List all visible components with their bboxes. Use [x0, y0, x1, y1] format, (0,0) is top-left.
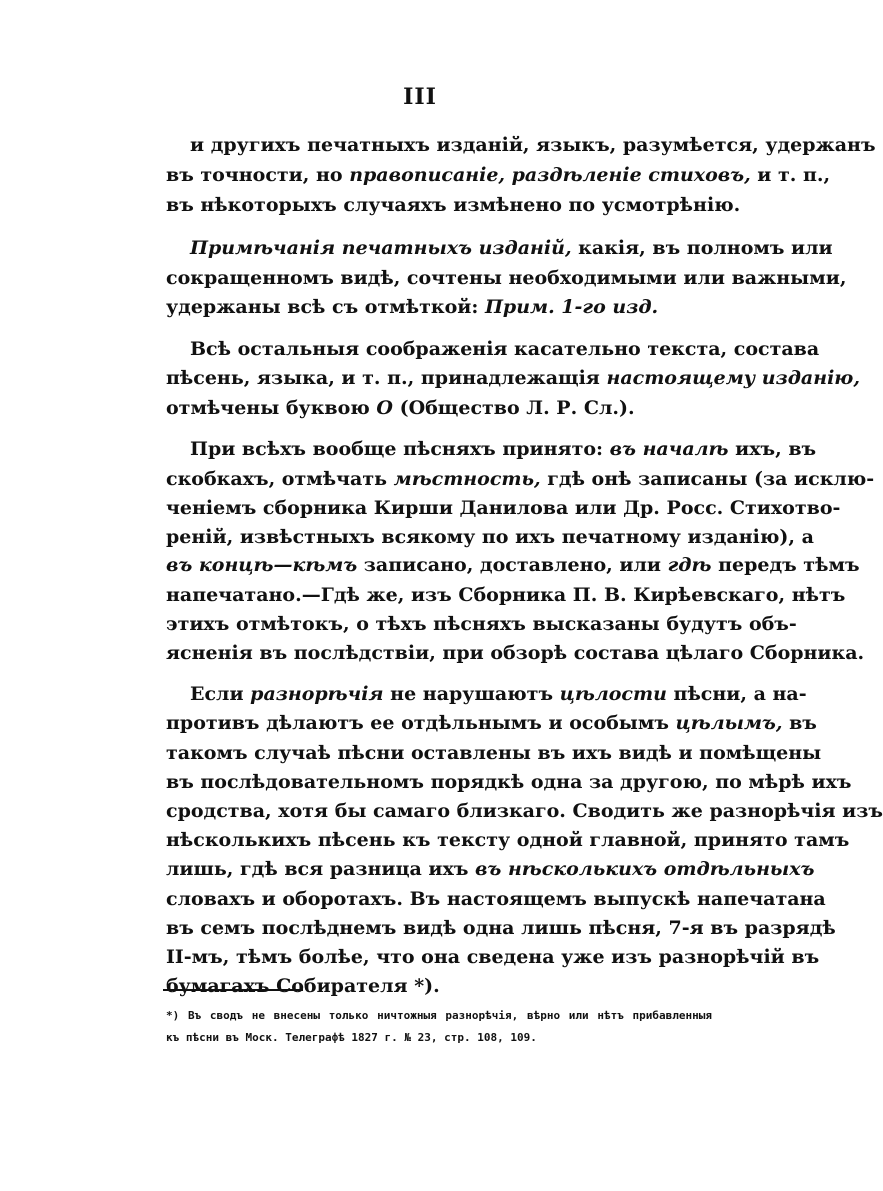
- text-line: [166, 825, 850, 855]
- text-line: [166, 638, 865, 668]
- text-segment: реній, извѣстныхъ всякому по ихъ печатному изданію), а: [166, 526, 814, 548]
- text-line: [166, 522, 814, 552]
- text-segment: противъ дѣлаютъ ее отдѣльнымъ и особымъ: [166, 712, 676, 734]
- text-line: [190, 130, 876, 160]
- footnote-line: *) Въ сводъ не внесены только ничтожныя разнорѣчія, вѣрно или нѣтъ прибавленныя: [166, 1009, 712, 1022]
- text-segment: сокращенномъ видѣ, сочтены необходимыми или важными,: [166, 267, 847, 289]
- italic-text: гдѣ: [667, 554, 712, 576]
- italic-text: Прим. 1-го изд.: [484, 296, 659, 318]
- text-line: [166, 393, 714, 423]
- text-segment: словахъ и оборотахъ. Въ настоящемъ выпускѣ напечатана: [166, 888, 826, 910]
- text-segment: Если: [190, 683, 251, 705]
- text-line: [166, 292, 714, 322]
- italic-text: Примѣчанія печатныхъ изданій,: [190, 237, 572, 259]
- text-line: [166, 464, 875, 494]
- text-line: [166, 708, 817, 738]
- text-segment: и другихъ печатныхъ изданій, языкъ, разумѣется, удержанъ: [190, 134, 876, 156]
- text-segment: не нарушаютъ: [383, 683, 560, 705]
- text-segment: сродства, хотя бы самаго близкаго. Сводить же разнорѣчія изъ: [166, 800, 883, 822]
- text-segment: передъ тѣмъ: [711, 554, 860, 576]
- text-segment: въ семъ послѣднемъ видѣ одна лишь пѣсня, 7-я въ разрядѣ: [166, 917, 836, 939]
- page-number: III: [403, 84, 437, 110]
- text-segment: напечатано.—Гдѣ же, изъ Сборника П. В. Кирѣевскаго, нѣтъ: [166, 584, 846, 606]
- italic-text: цѣлости: [559, 683, 667, 705]
- italic-text: настоящему изданію,: [606, 367, 860, 389]
- italic-text: цѣлымъ,: [675, 712, 783, 734]
- text-line: [190, 434, 817, 464]
- text-line: [166, 550, 860, 580]
- italic-text: въ нѣсколькихъ отдѣльныхъ: [475, 858, 815, 880]
- text-line: [190, 233, 833, 263]
- text-segment: нѣсколькихъ пѣсень къ тексту одной главной, принято тамъ: [166, 829, 850, 851]
- italic-text: мѣстность,: [393, 468, 541, 490]
- text-segment: пѣсни, а на-: [666, 683, 807, 705]
- text-line: [166, 913, 836, 943]
- text-segment: II-мъ, тѣмъ болѣе, что она сведена уже изъ разнорѣчій въ: [166, 946, 820, 968]
- text-segment: отмѣчены буквою: [166, 397, 377, 419]
- text-segment: въ нѣкоторыхъ случаяхъ измѣнено по усмотрѣнію.: [166, 194, 741, 216]
- text-segment: этихъ отмѣтокъ, о тѣхъ пѣсняхъ высказаны будутъ объ-: [166, 613, 797, 635]
- text-segment: лишь, гдѣ вся разница ихъ: [166, 858, 476, 880]
- text-segment: какія, въ полномъ или: [571, 237, 833, 259]
- text-line: [190, 679, 807, 709]
- text-segment: При всѣхъ вообще пѣсняхъ принято:: [190, 438, 610, 460]
- text-segment: Всѣ остальныя соображенія касательно текста, состава: [190, 338, 820, 360]
- text-segment: въ точности, но: [166, 164, 350, 186]
- text-line: [166, 493, 841, 523]
- text-segment: въ: [782, 712, 817, 734]
- text-line: [166, 942, 820, 972]
- italic-text: разнорѣчія: [250, 683, 384, 705]
- text-segment: пѣсень, языка, и т. п., принадлежащія: [166, 367, 607, 389]
- italic-text: правописаніе, раздѣленіе стиховъ,: [349, 164, 751, 186]
- italic-text: О: [376, 397, 393, 419]
- text-line: [166, 738, 822, 768]
- text-segment: ихъ, въ: [728, 438, 817, 460]
- italic-text: въ концѣ—кѣмъ: [166, 554, 358, 576]
- text-line: [166, 263, 847, 293]
- text-line: [166, 190, 741, 220]
- text-line: [166, 796, 883, 826]
- text-segment: и т. п.,: [750, 164, 831, 186]
- text-segment: удержаны всѣ съ отмѣткой:: [166, 296, 485, 318]
- text-line: [166, 580, 846, 610]
- text-segment: ясненія въ послѣдствіи, при обзорѣ состава цѣлаго Сборника.: [166, 642, 865, 664]
- text-line: [166, 854, 815, 884]
- footnote-divider: [163, 989, 303, 991]
- text-line: [166, 160, 831, 190]
- text-line: [190, 334, 820, 364]
- text-line: [166, 609, 797, 639]
- text-line: [166, 971, 714, 1001]
- footnote-line: къ пѣсни въ Моск. Телеграфѣ 1827 г. № 23, стр. 108, 109.: [166, 1031, 537, 1044]
- text-line: [166, 767, 852, 797]
- text-segment: такомъ случаѣ пѣсни оставлены въ ихъ видѣ и помѣщены: [166, 742, 822, 764]
- text-segment: (Общество Л. Р. Сл.).: [392, 397, 635, 419]
- text-segment: ченіемъ сборника Кирши Данилова или Др. Росс. Стихотво-: [166, 497, 841, 519]
- text-segment: гдѣ онѣ записаны (за исклю-: [540, 468, 875, 490]
- text-segment: записано, доставлено, или: [357, 554, 668, 576]
- text-segment: въ послѣдовательномъ порядкѣ одна за другою, по мѣрѣ ихъ: [166, 771, 852, 793]
- text-segment: бумагахъ Собирателя *).: [166, 975, 440, 997]
- text-line: [166, 884, 826, 914]
- text-segment: скобкахъ, отмѣчать: [166, 468, 394, 490]
- italic-text: въ началѣ: [609, 438, 729, 460]
- text-line: [166, 363, 860, 393]
